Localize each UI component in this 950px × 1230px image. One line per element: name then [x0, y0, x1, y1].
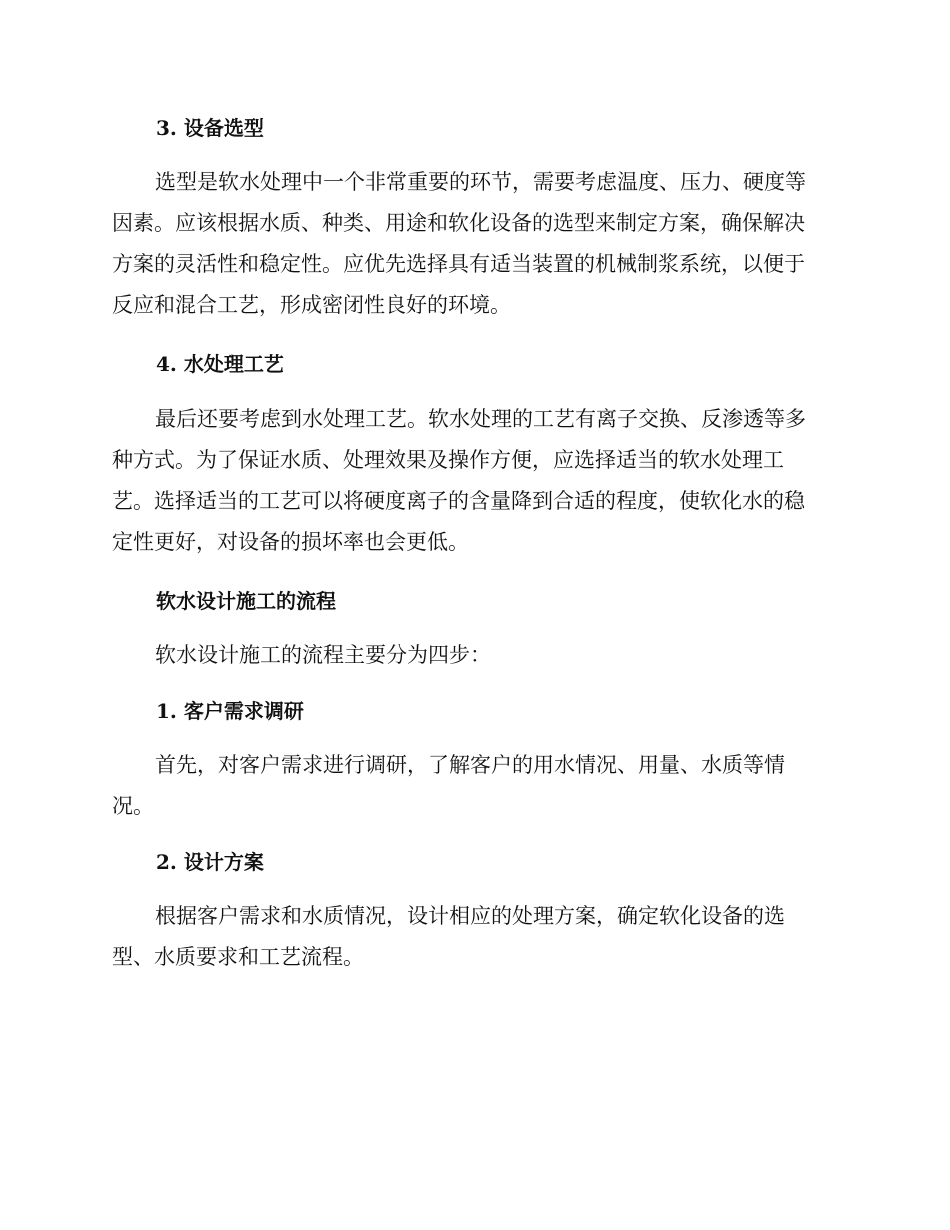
paragraph-line: 选型是软水处理中一个非常重要的环节，需要考虑温度、压力、硬度等: [155, 170, 806, 194]
paragraph-line: 首先，对客户需求进行调研，了解客户的用水情况、用量、水质等情: [155, 753, 785, 777]
paragraph-line: 种方式。为了保证水质、处理效果及操作方便，应选择适当的软水处理工: [112, 448, 784, 472]
section-heading-construction-process: 软水设计施工的流程: [156, 589, 336, 613]
paragraph-line: 况。: [112, 794, 154, 818]
paragraph-line: 根据客户需求和水质情况，设计相应的处理方案，确定软化设备的选: [155, 904, 785, 928]
paragraph-customer-survey: [112, 745, 832, 827]
paragraph-line: 型、水质要求和工艺流程。: [112, 945, 364, 969]
paragraph-design-plan: [112, 896, 832, 978]
paragraph-line: 定性更好，对设备的损坏率也会更低。: [112, 530, 469, 554]
section-heading-customer-survey: 1. 客户需求调研: [156, 699, 304, 723]
paragraph-line: 软水设计施工的流程主要分为四步：: [155, 643, 491, 667]
section-heading-equipment-selection: 3. 设备选型: [156, 116, 264, 140]
section-heading-design-plan: 2. 设计方案: [156, 850, 264, 874]
paragraph-line: 方案的灵活性和稳定性。应优先选择具有适当装置的机械制浆系统，以便于: [112, 252, 805, 276]
paragraph-equipment-selection: [112, 162, 832, 326]
paragraph-line: 艺。选择适当的工艺可以将硬度离子的含量降到合适的程度，使软化水的稳: [112, 489, 805, 513]
paragraph-construction-process: [112, 635, 832, 676]
paragraph-line: 反应和混合工艺，形成密闭性良好的环境。: [112, 293, 511, 317]
paragraph-water-treatment-process: [112, 399, 832, 563]
section-heading-water-treatment-process: 4. 水处理工艺: [156, 352, 284, 376]
paragraph-line: 最后还要考虑到水处理工艺。软水处理的工艺有离子交换、反渗透等多: [155, 407, 806, 431]
paragraph-line: 因素。应该根据水质、种类、用途和软化设备的选型来制定方案，确保解决: [112, 211, 805, 235]
